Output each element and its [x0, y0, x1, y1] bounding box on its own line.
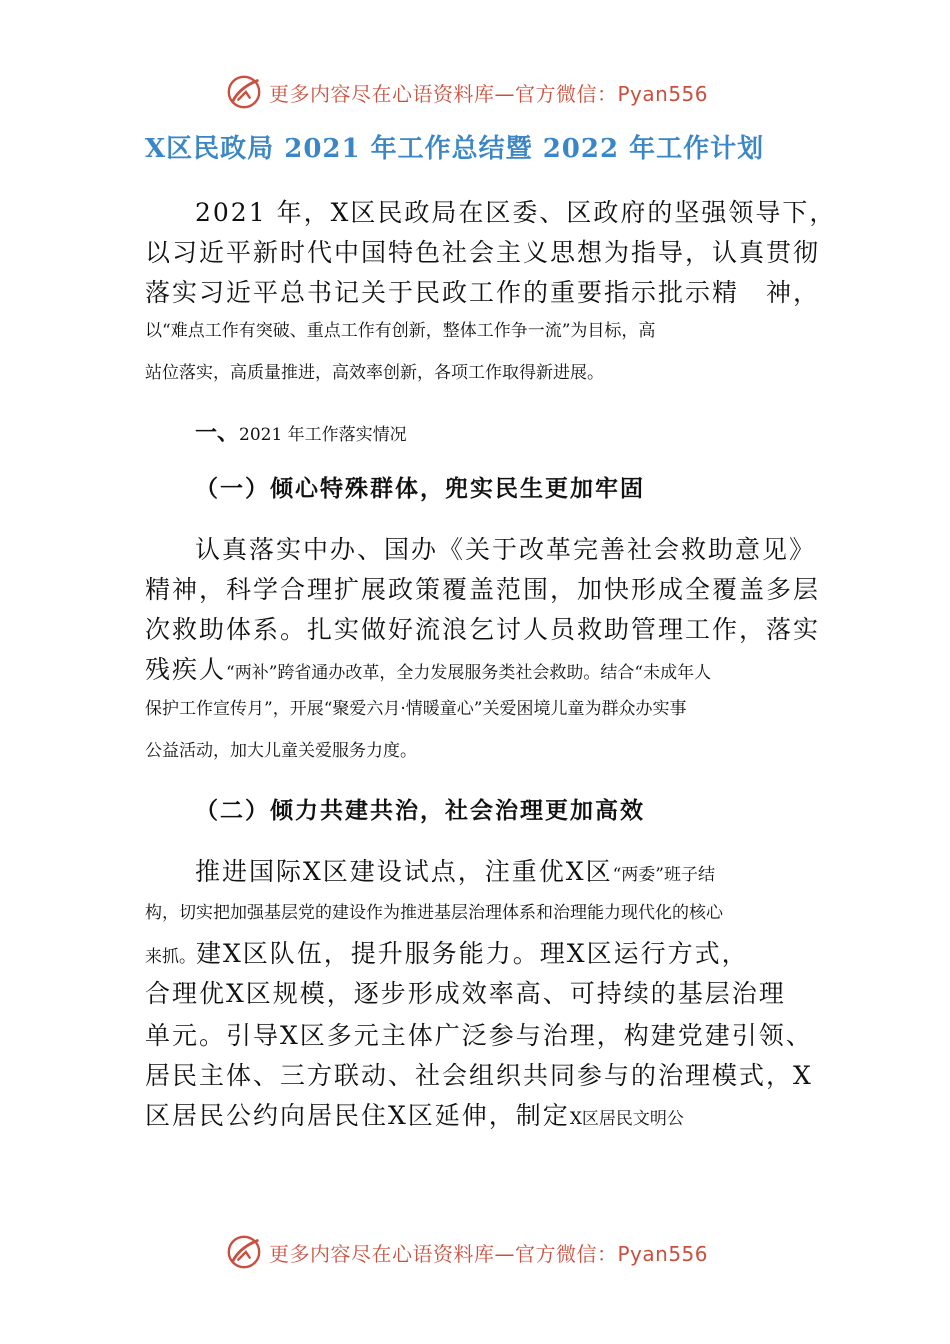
sub2-line-6: 居民主体、三方联动、社会组织共同参与的治理模式，X [145, 1061, 813, 1090]
sub1-line-2: 精神，科学合理扩展政策覆盖范围，加快形成全覆盖多层 [145, 575, 821, 604]
watermark-text: 更多内容尽在心语资料库—官方微信：Pyan556 [269, 1241, 709, 1266]
section-title: 2021 年工作落实情况 [239, 425, 407, 445]
sub2-line-5: 单元。引导X区多元主体广泛参与治理，构建党建引领、 [145, 1021, 813, 1050]
sub2-line-7-large: 区居民公约向居民住X区延伸，制定 [145, 1101, 570, 1130]
intro-line-4: 以“难点工作有突破、重点工作有创新，整体工作争一流”为目标，高 [145, 321, 656, 341]
section-prefix: 一、 [195, 420, 240, 446]
watermark-header [225, 72, 708, 112]
watermark-footer [225, 1232, 708, 1272]
sub2-line-3-large: 建X区队伍，提升服务能力。理X区运行方式， [196, 939, 749, 968]
sub2-line-3 [145, 934, 749, 970]
sub1-line-4-small: “两补”跨省通办改革，全力发展服务类社会救助。结合“未成年人 [226, 663, 712, 683]
sub2-line-1 [195, 852, 715, 888]
sub1-line-3: 次救助体系。扎实做好流浪乞讨人员救助管理工作，落实 [145, 615, 821, 644]
sub2-line-4: 合理优X区规模，逐步形成效率高、可持续的基层治理 [145, 979, 786, 1008]
sub1-line-5: 保护工作宣传月”，开展“聚爱六月·情暖童心”关爱困境儿童为群众办实事 [145, 699, 687, 719]
sub2-line-2: 构，切实把加强基层党的建设作为推进基层治理体系和治理能力现代化的核心 [145, 903, 723, 923]
intro-line-3: 落实习近平总书记关于民政工作的重要指示批示精 神， [145, 278, 821, 307]
sub1-line-6: 公益活动，加大儿童关爱服务力度。 [145, 741, 417, 761]
section-heading-1 [195, 416, 407, 447]
sub2-line-1-large: 推进国际X区建设试点，注重优X区 [195, 857, 613, 886]
document-title: X区民政局 2021 年工作总结暨 2022 年工作计划 [145, 134, 765, 164]
sub2-line-1-small: “两委”班子结 [612, 865, 715, 885]
intro-line-1: 2021 年，X区民政局在区委、区政府的坚强领导下， [195, 198, 837, 227]
subsection-heading-2: （二）倾力共建共治，社会治理更加高效 [195, 797, 645, 824]
sub2-line-7 [145, 1096, 684, 1132]
library-logo-icon [225, 1233, 263, 1271]
intro-line-2: 以习近平新时代中国特色社会主义思想为指导，认真贯彻 [145, 238, 821, 267]
library-logo-icon [225, 73, 263, 111]
sub1-line-4 [145, 650, 711, 686]
sub2-line-7-small: X区居民文明公 [569, 1109, 684, 1129]
intro-line-5: 站位落实，高质量推进，高效率创新，各项工作取得新进展。 [145, 363, 604, 383]
sub1-line-4-large: 残疾人 [145, 655, 227, 684]
watermark-text: 更多内容尽在心语资料库—官方微信：Pyan556 [269, 81, 709, 106]
sub2-line-3-small: 来抓。 [145, 947, 196, 967]
sub1-line-1: 认真落实中办、国办《关于改革完善社会救助意见》 [195, 535, 817, 564]
subsection-heading-1: （一）倾心特殊群体，兜实民生更加牢固 [195, 475, 645, 502]
